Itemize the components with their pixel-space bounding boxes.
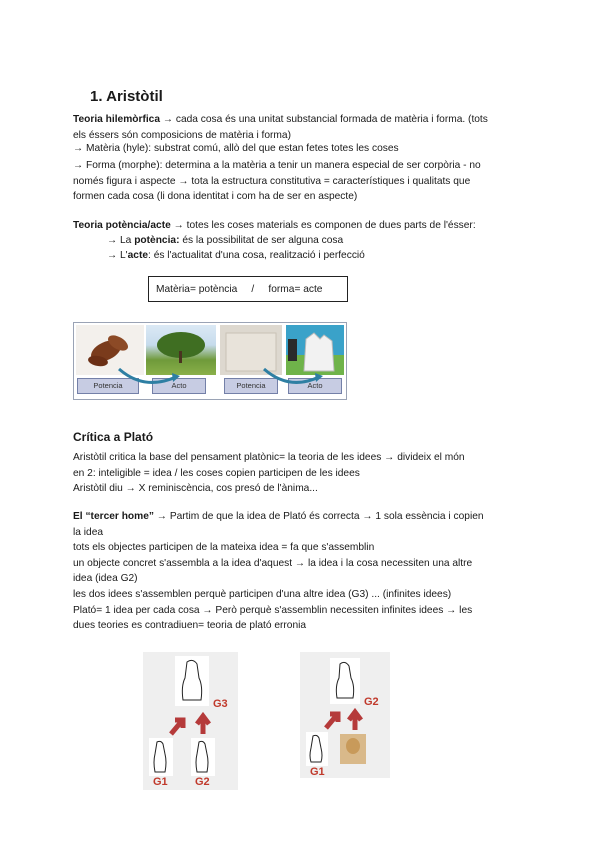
bullet-acte xyxy=(107,248,365,264)
arrow-up-right-icon xyxy=(171,720,183,734)
text-line: Aristòtil critica la base del pensament platònic= la teoria de les idees → divideix el món xyxy=(73,452,465,463)
paragraph-potencia-acte xyxy=(73,218,476,234)
term-tercer-home: El “tercer home” xyxy=(73,511,154,522)
diagram-drawing xyxy=(143,652,238,790)
diagram-drawing xyxy=(300,652,390,778)
heading-critica-plato: Crítica a Plató xyxy=(73,430,154,444)
bullet-potencia xyxy=(107,233,343,249)
text-line: Aristòtil diu → X reminiscència, cos presó de l'ànima... xyxy=(73,483,318,495)
transition-arrows xyxy=(114,363,344,393)
text-fragment: és la possibilitat de ser alguna cosa xyxy=(179,235,344,246)
arrow-up-icon xyxy=(197,716,209,734)
label-potencia-2: Potencia xyxy=(224,378,278,394)
text-fragment: → Forma (morphe): determina a la matèria a tenir un manera especial de ser corpòria - no xyxy=(73,160,481,171)
paragraph-critica xyxy=(73,450,543,497)
term-potencia: potència: xyxy=(134,235,180,246)
curved-arrow-icon xyxy=(119,369,176,382)
text-fragment: només figura i aspecte → tota la estructura constitutiva = característiques i qualitats que xyxy=(73,175,471,187)
text-line: tots els objectes participen de la mateixa idea = fa que s'assemblin xyxy=(73,542,375,554)
text-line: dues teories es contradiuen= teoria de plató erronia xyxy=(73,620,307,632)
heading-aristotil: 1. Aristòtil xyxy=(90,88,163,105)
text-fragment: : és l'actualitat d'una cosa, realització i perfecció xyxy=(148,250,365,261)
text-line: les dos idees s'assemblen perquè participen d'una altre idea (G3) ... (infinites idees) xyxy=(73,588,452,600)
text-line: la idea xyxy=(73,526,104,538)
label-acto-1: Acto xyxy=(152,378,206,394)
third-man-diagram-left xyxy=(143,652,238,790)
paragraph-teoria-hilemorfica xyxy=(73,112,533,143)
paragraph-materia: → Matèria (hyle): substrat comú, allò del que estan fetes totes les coses xyxy=(73,143,399,154)
text-line: en 2: inteligible = idea / les coses copien participen de les idees xyxy=(73,467,360,479)
text-fragment: → La xyxy=(107,235,135,246)
label-potencia-1: Potencia xyxy=(77,378,139,394)
arrowhead-icon xyxy=(315,373,323,382)
text-fragment: → cada cosa és una unitat substancial formada de matèria i forma. (tots xyxy=(160,114,488,125)
text-fragment: els éssers són composicions de matèria i forma) xyxy=(73,129,291,141)
paragraph-forma xyxy=(73,158,533,205)
third-man-diagram-right xyxy=(300,652,390,778)
potencia-acto-image-strip xyxy=(73,322,347,400)
paragraph-tercer-home xyxy=(73,509,543,634)
arrow-up-right-icon xyxy=(326,714,338,728)
term-teoria-hilemorfica: Teoria hilemòrfica xyxy=(73,114,160,125)
curved-arrow-icon xyxy=(264,369,319,382)
text-fragment: → L' xyxy=(107,250,128,261)
text-fragment: formen cada cosa (li dona identitat i com ha de ser en aspecte) xyxy=(73,191,358,203)
text-fragment: → Partim de que la idea de Plató és correcta → 1 sola essència i copien xyxy=(153,511,484,522)
label-g3: G3 xyxy=(213,698,228,710)
label-g1: G1 xyxy=(310,766,325,778)
term-teoria-potencia-acte: Teoria potència/acte xyxy=(73,220,171,231)
text-line: Plató= 1 idea per cada cosa → Però perquè s'assemblin necessiten infinites idees → les xyxy=(73,604,473,616)
label-g2: G2 xyxy=(364,696,379,708)
label-acto-2: Acto xyxy=(288,378,342,394)
term-acte: acte xyxy=(127,250,149,261)
text-fragment: → totes les coses materials es componen de dues parts de l'ésser: xyxy=(170,220,476,231)
arrowhead-icon xyxy=(172,373,180,382)
arrow-up-icon xyxy=(349,712,361,730)
text-line: idea (idea G2) xyxy=(73,573,138,585)
label-g1: G1 xyxy=(153,776,168,788)
materia-forma-box: Matèria= potència / forma= acte xyxy=(148,276,348,302)
label-g2: G2 xyxy=(195,776,210,788)
text-line: un objecte concret s'assembla a la idea d'aquest → la idea i la cosa necessiten una altre xyxy=(73,557,473,569)
